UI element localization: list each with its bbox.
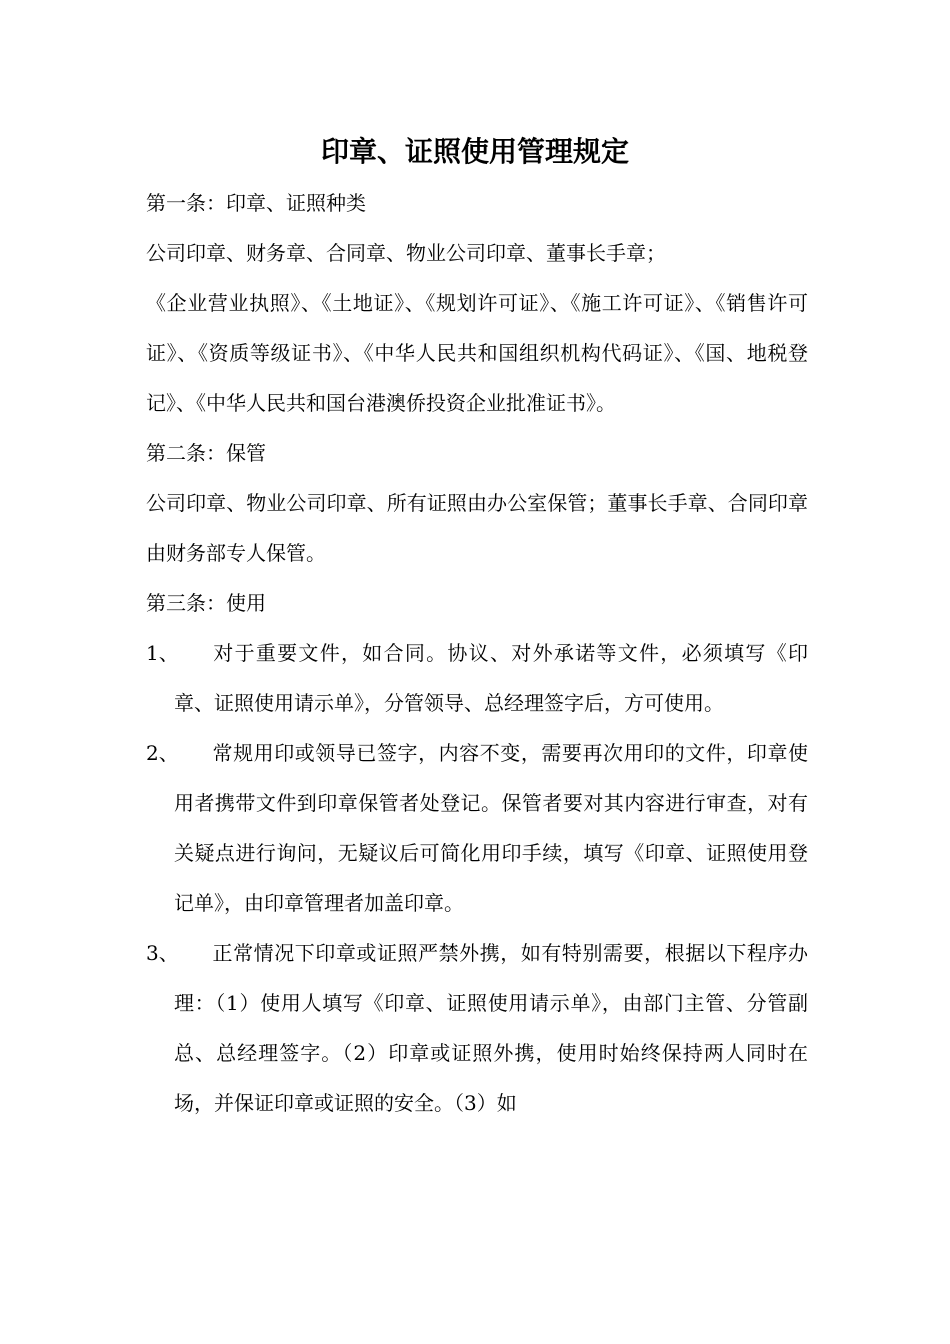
document-body <box>146 178 808 1128</box>
section-1-paragraph-seals: 公司印章、财务章、合同章、物业公司印章、董事长手章； <box>146 241 666 265</box>
list-item <box>146 928 808 1128</box>
list-item-number: 3、 <box>146 941 179 965</box>
section-2-paragraph: 公司印章、物业公司印章、所有证照由办公室保管；董事长手章、合同印章由财务部专人保管。 <box>146 491 808 565</box>
list-item <box>146 628 808 728</box>
list-item-text: 正常情况下印章或证照严禁外携，如有特别需要，根据以下程序办理：（1）使用人填写《印章、证照使用请示单》，由部门主管、分管副总、总经理签字。（2）印章或证照外携，使用时始终保持两人同时在场，并保证印章或证照的安全。（3）如 <box>174 941 808 1115</box>
list-item-number: 1、 <box>146 641 179 665</box>
section-1-heading: 第一条：印章、证照种类 <box>146 191 366 215</box>
list-item-number: 2、 <box>146 741 179 765</box>
section-3-heading: 第三条：使用 <box>146 591 266 615</box>
list-item-text: 常规用印或领导已签字，内容不变，需要再次用印的文件，印章使用者携带文件到印章保管者处登记。保管者要对其内容进行审查，对有关疑点进行询问，无疑议后可简化用印手续，填写《印章、证照使用登记单》，由印章管理者加盖印章。 <box>174 741 808 915</box>
section-2-heading: 第二条：保管 <box>146 441 266 465</box>
list-item <box>146 728 808 928</box>
document-title: 印章、证照使用管理规定 <box>320 135 629 168</box>
list-item-text: 对于重要文件，如合同。协议、对外承诺等文件，必须填写《印章、证照使用请示单》，分管领导、总经理签字后，方可使用。 <box>174 641 808 715</box>
section-1-paragraph-certificates: 《企业营业执照》、《土地证》、《规划许可证》、《施工许可证》、《销售许可证》、《资质等级证书》、《中华人民共和国组织机构代码证》、《国、地税登记》、《中华人民共和国台港澳侨投资企业批准证书》。 <box>146 291 808 415</box>
